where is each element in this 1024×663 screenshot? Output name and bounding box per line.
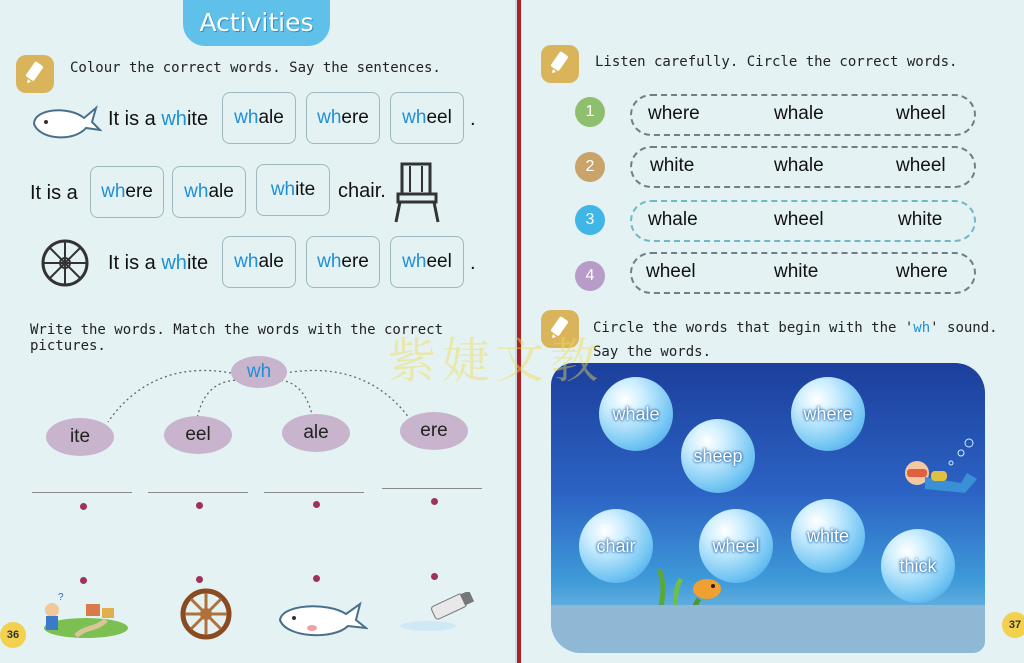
- word-box-where[interactable]: wh ere: [306, 236, 380, 288]
- underwater-scene: [551, 363, 985, 653]
- where-scene-icon: [36, 590, 128, 642]
- word-box-whale[interactable]: wh ale: [222, 92, 296, 144]
- word-box-whale[interactable]: wh ale: [222, 236, 296, 288]
- write-line-1[interactable]: [32, 492, 132, 493]
- bubble-thick[interactable]: thick: [881, 529, 955, 603]
- sentence-2-prefix: It is a: [30, 182, 78, 204]
- word-option[interactable]: white: [898, 209, 943, 230]
- write-line-2[interactable]: [148, 492, 248, 493]
- row-number-1: 1: [575, 97, 605, 127]
- ending-ere: ere: [400, 412, 468, 450]
- word-option[interactable]: white: [774, 261, 819, 282]
- word-option[interactable]: where: [648, 103, 700, 124]
- page-number-36: 36: [0, 622, 26, 648]
- word-option[interactable]: wheel: [896, 103, 946, 124]
- pencil-icon: [541, 310, 579, 348]
- instruction-listen: Listen carefully. Circle the correct words.: [595, 54, 958, 70]
- match-dot-bottom-1[interactable]: [80, 577, 87, 584]
- sentence-1: It is a white: [108, 108, 209, 130]
- write-line-3[interactable]: [264, 492, 364, 493]
- ending-ale: ale: [282, 414, 350, 452]
- svg-text:?: ?: [58, 592, 64, 603]
- word-option[interactable]: where: [896, 261, 948, 282]
- sea-floor: [551, 605, 985, 653]
- word-row-2: [630, 146, 976, 188]
- match-dot-bottom-2[interactable]: [196, 576, 203, 583]
- word-box-where[interactable]: wh ere: [306, 92, 380, 144]
- row-number-3: 3: [575, 205, 605, 235]
- match-dot-bottom-3[interactable]: [313, 575, 320, 582]
- match-dot-top-4[interactable]: [431, 498, 438, 505]
- match-dot-top-1[interactable]: [80, 503, 87, 510]
- bubble-chair[interactable]: chair: [579, 509, 653, 583]
- word-row-3: [630, 200, 976, 242]
- right-page: [521, 0, 1024, 663]
- glue-tube-icon: [398, 592, 482, 636]
- word-option[interactable]: white: [650, 155, 695, 176]
- bubble-whale[interactable]: whale: [599, 377, 673, 451]
- word-option[interactable]: whale: [774, 155, 824, 176]
- sentence-1-end: .: [470, 108, 476, 130]
- diver-icon: [881, 433, 981, 517]
- ending-eel: eel: [164, 416, 232, 454]
- bubble-wheel[interactable]: wheel: [699, 509, 773, 583]
- word-option[interactable]: whale: [774, 103, 824, 124]
- page-number-37: 37: [1002, 612, 1024, 638]
- watermark-text: 紫婕文教: [388, 333, 605, 389]
- instruction-colour-words: Colour the correct words. Say the sentences.: [70, 60, 441, 76]
- whale-icon: [30, 100, 102, 150]
- instruction-write-words: Write the words. Match the words with the correct pictures.: [30, 322, 444, 354]
- pencil-icon: [541, 45, 579, 83]
- word-option[interactable]: wheel: [896, 155, 946, 176]
- word-option[interactable]: wheel: [774, 209, 824, 230]
- activities-banner: Activities: [183, 0, 330, 46]
- row-number-4: 4: [575, 261, 605, 291]
- ending-ite: ite: [46, 418, 114, 456]
- word-box-where[interactable]: wh ere: [90, 166, 164, 218]
- word-option[interactable]: whale: [648, 209, 698, 230]
- pencil-icon: [16, 55, 54, 93]
- word-box-wheel[interactable]: wh eel: [390, 236, 464, 288]
- word-row-4: [630, 252, 976, 294]
- match-dot-top-2[interactable]: [196, 502, 203, 509]
- bubble-sheep[interactable]: sheep: [681, 419, 755, 493]
- chair-icon: [392, 160, 442, 228]
- bubble-white[interactable]: white: [791, 499, 865, 573]
- write-line-4[interactable]: [382, 488, 482, 489]
- match-dot-bottom-4[interactable]: [431, 573, 438, 580]
- instruction-say-words: Say the words.: [593, 344, 712, 360]
- bubble-where[interactable]: where: [791, 377, 865, 451]
- word-box-white[interactable]: wh ite: [256, 164, 330, 216]
- wheel-picture-icon: [180, 588, 232, 644]
- whale-picture-icon: [276, 598, 368, 646]
- row-number-2: 2: [575, 152, 605, 182]
- sentence-2-suffix: chair.: [338, 180, 386, 202]
- word-row-1: [630, 94, 976, 136]
- wh-center-bubble: wh: [231, 356, 287, 388]
- sentence-3: It is a white: [108, 252, 209, 274]
- match-dot-top-3[interactable]: [313, 501, 320, 508]
- word-option[interactable]: wheel: [646, 261, 696, 282]
- word-box-wheel[interactable]: wh eel: [390, 92, 464, 144]
- instruction-circle-wh: Circle the words that begin with the 'wh' sound.: [593, 320, 998, 336]
- word-box-whale[interactable]: wh ale: [172, 166, 246, 218]
- wheel-icon: [40, 238, 90, 292]
- sentence-3-end: .: [470, 252, 476, 274]
